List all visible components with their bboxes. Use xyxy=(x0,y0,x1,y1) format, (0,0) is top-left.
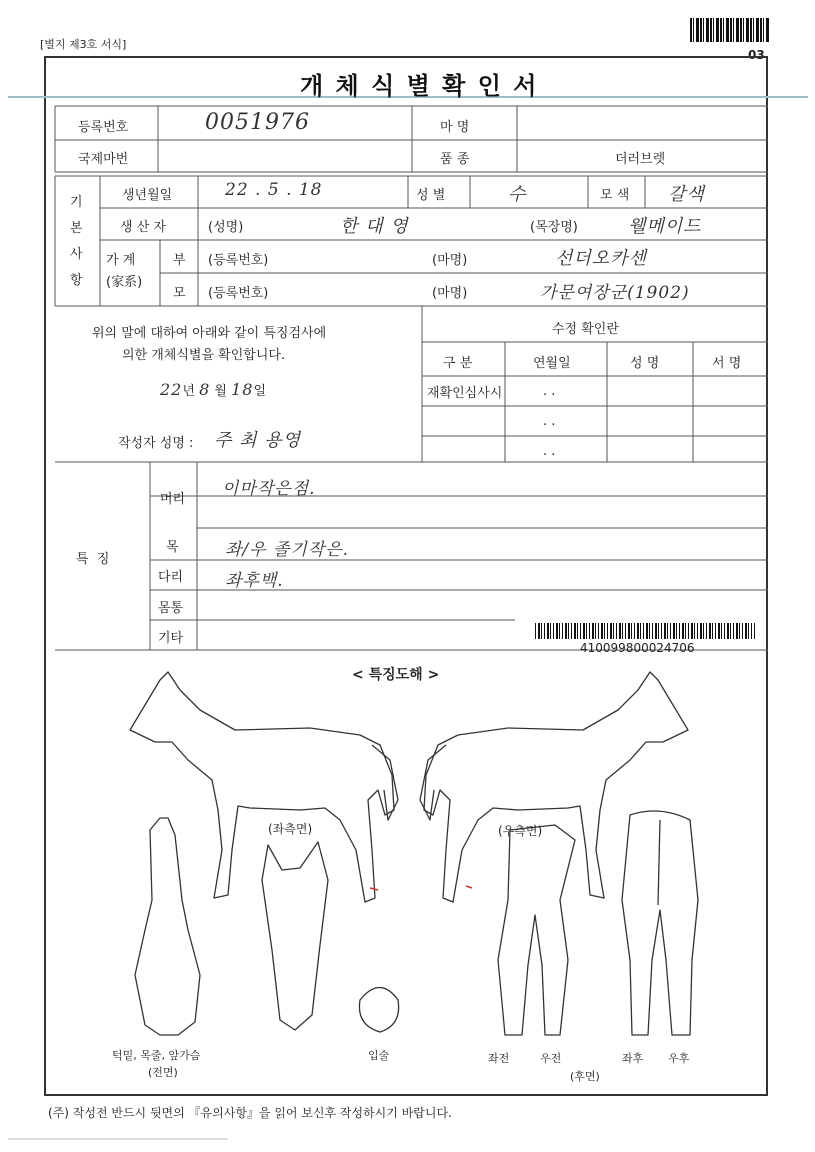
feature-head-value: 이마작은점. xyxy=(222,479,316,499)
dam-label: 모 xyxy=(173,286,186,301)
page-number: 03 xyxy=(748,48,765,62)
writer-label: 작성자 성명 : xyxy=(118,436,194,451)
revision-row2-date: . . xyxy=(543,414,556,429)
left-side-caption: (좌측면) xyxy=(268,822,313,836)
year-unit: 년 xyxy=(182,384,195,399)
feature-etc-label: 기타 xyxy=(158,631,184,646)
breeder-name-value: 한 대 영 xyxy=(340,216,409,237)
form-code: [별지 제3호 서식] xyxy=(40,38,127,51)
fore-right-caption: 우전 xyxy=(540,1052,562,1065)
sire-name-value: 선더오카센 xyxy=(555,248,647,269)
hind-right-caption: 우후 xyxy=(668,1052,690,1065)
confirm-text-1: 위의 말에 대하여 아래와 같이 특징검사에 xyxy=(92,326,327,341)
left-side-horse xyxy=(130,672,394,902)
revision-row1-date: . . xyxy=(543,384,556,399)
reg-no-label: 등록번호 xyxy=(78,120,129,135)
birth-label: 생년월일 xyxy=(122,188,173,203)
date-day: 18 xyxy=(231,380,254,399)
chest-view xyxy=(135,818,200,1035)
breeder-name-label: (성명) xyxy=(208,220,244,235)
revision-row1-label: 재확인심사시 xyxy=(427,386,503,401)
birth-value: 22 . 5 . 18 xyxy=(225,180,323,200)
intl-no-label: 국제마번 xyxy=(78,152,129,167)
sire-name-label: (마명) xyxy=(432,253,468,268)
month-unit: 월 xyxy=(214,384,227,399)
head-front-view xyxy=(262,842,328,1030)
diagram-title: < 특징도해 > xyxy=(352,667,440,683)
pedigree-label: 가 계 (家系) xyxy=(106,253,143,290)
bottom-scan-line xyxy=(8,1138,228,1140)
sire-label: 부 xyxy=(173,253,186,268)
dam-reg-label: (등록번호) xyxy=(208,286,269,301)
feature-neck-value: 좌/우 졸기작은. xyxy=(225,540,350,560)
revision-header-sign: 서 명 xyxy=(712,356,742,371)
feature-leg-label: 다리 xyxy=(158,570,184,585)
feature-leg-value: 좌후백. xyxy=(225,571,284,591)
feature-head-label: 머리 xyxy=(160,492,186,507)
horse-name-label: 마 명 xyxy=(440,120,470,135)
dam-name-label: (마명) xyxy=(432,286,468,301)
revision-title: 수정 확인란 xyxy=(552,322,619,337)
front-caption-2: (전면) xyxy=(148,1066,178,1079)
basic-section-label: 기 본 사 항 xyxy=(70,195,83,288)
front-legs-view xyxy=(498,825,575,1035)
color-label: 모 색 xyxy=(600,188,630,203)
date-year: 22 xyxy=(160,380,183,399)
revision-header-category: 구 분 xyxy=(443,356,473,371)
farm-label: (목장명) xyxy=(530,220,578,235)
breed-label: 품 종 xyxy=(440,152,470,167)
feature-neck-label: 목 xyxy=(166,540,179,555)
sex-value: 수 xyxy=(508,184,527,205)
front-caption-1: 턱밑, 목줄, 앞가슴 xyxy=(112,1049,201,1062)
breed-value: 더러브렛 xyxy=(615,152,666,167)
lips-view xyxy=(359,988,398,1033)
fore-left-caption: 좌전 xyxy=(488,1052,510,1065)
footer-note: (주) 작성전 반드시 뒷면의 『유의사항』을 읽어 보신후 작성하시기 바랍니다. xyxy=(48,1106,452,1120)
farm-value: 웰메이드 xyxy=(628,216,702,237)
dam-name-value: 가문여장군(1902) xyxy=(540,283,690,303)
features-section-label: 특 징 xyxy=(76,552,110,567)
rear-caption: (후면) xyxy=(570,1070,600,1083)
feature-body-label: 몸통 xyxy=(158,601,184,616)
revision-header-name: 성 명 xyxy=(630,356,660,371)
document-title: 개 체 식 별 확 인 서 xyxy=(300,72,539,100)
writer-value: 주 최 용영 xyxy=(214,430,301,451)
day-unit: 일 xyxy=(253,384,267,399)
lips-caption: 입술 xyxy=(368,1049,390,1062)
sticker-barcode-number: 410099800024706 xyxy=(580,641,695,655)
date-month: 8 xyxy=(199,380,211,399)
sex-label: 성 별 xyxy=(416,188,446,203)
right-side-caption: (우측면) xyxy=(498,824,543,838)
sire-reg-label: (등록번호) xyxy=(208,253,269,268)
revision-header-date: 연월일 xyxy=(533,356,571,371)
color-value: 갈색 xyxy=(668,184,705,205)
reg-no-value: 0051976 xyxy=(205,110,310,135)
right-side-horse xyxy=(424,672,688,902)
revision-row3-date: . . xyxy=(543,444,556,459)
breeder-label: 생 산 자 xyxy=(120,220,166,235)
hind-left-caption: 좌후 xyxy=(622,1052,644,1065)
confirm-text-2: 의한 개체식별을 확인합니다. xyxy=(122,348,286,363)
